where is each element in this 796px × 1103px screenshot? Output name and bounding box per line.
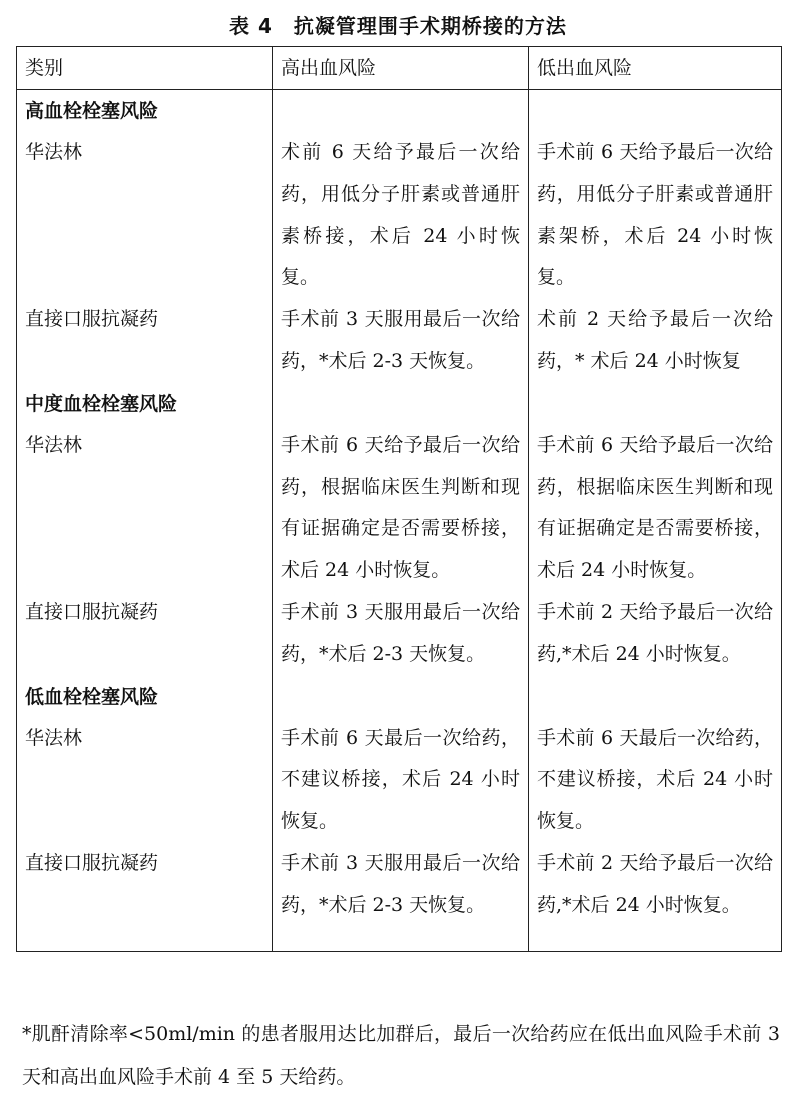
bridging-table xyxy=(16,46,782,952)
drug-name: 直接口服抗凝药 xyxy=(17,592,273,676)
high-risk-cell: 术前 6 天给予最后一次给药，用低分子肝素或普通肝素桥接，术后 24 小时恢复。 xyxy=(273,132,529,299)
footnote: *肌酐清除率<50ml/min 的患者服用达比加群后，最后一次给药应在低出血风险手术前 3 天和高出血风险手术前 4 至 5 天给药。 xyxy=(22,1023,780,1088)
group-label: 中度血栓栓塞风险 xyxy=(17,383,273,425)
group-label: 高血栓栓塞风险 xyxy=(17,90,273,133)
group-label: 低血栓栓塞风险 xyxy=(17,676,273,718)
high-risk-cell: 手术前 6 天给予最后一次给药，根据临床医生判断和现有证据确定是否需要桥接，术后 24 小时恢复。 xyxy=(273,425,529,592)
group-row-moderate-thrombo xyxy=(17,383,782,425)
drug-name: 直接口服抗凝药 xyxy=(17,843,273,952)
table-row xyxy=(17,299,782,383)
low-risk-cell: 手术前 6 天给予最后一次给药，根据临床医生判断和现有证据确定是否需要桥接，术后 24 小时恢复。 xyxy=(529,425,782,592)
low-risk-cell: 手术前 6 天给予最后一次给药，用低分子肝素或普通肝素架桥，术后 24 小时恢复。 xyxy=(529,132,782,299)
header-row xyxy=(17,47,782,90)
table-row xyxy=(17,132,782,299)
high-risk-cell: 手术前 3 天服用最后一次给药，*术后 2-3 天恢复。 xyxy=(273,843,529,952)
high-risk-cell: 手术前 3 天服用最后一次给药，*术后 2-3 天恢复。 xyxy=(273,592,529,676)
group-row-low-thrombo xyxy=(17,676,782,718)
drug-name: 华法林 xyxy=(17,132,273,299)
table-row xyxy=(17,592,782,676)
table-caption: 表 4 抗凝管理围手术期桥接的方法 xyxy=(229,14,567,38)
group-row-high-thrombo xyxy=(17,90,782,133)
header-low-bleeding-risk: 低出血风险 xyxy=(529,47,782,90)
drug-name: 华法林 xyxy=(17,425,273,592)
drug-name: 直接口服抗凝药 xyxy=(17,299,273,383)
high-risk-cell: 手术前 6 天最后一次给药，不建议桥接，术后 24 小时恢复。 xyxy=(273,718,529,843)
table-row xyxy=(17,718,782,843)
header-category: 类别 xyxy=(17,47,273,90)
table-row xyxy=(17,425,782,592)
header-high-bleeding-risk: 高出血风险 xyxy=(273,47,529,90)
drug-name: 华法林 xyxy=(17,718,273,843)
low-risk-cell: 手术前 2 天给予最后一次给药,*术后 24 小时恢复。 xyxy=(529,592,782,676)
low-risk-cell: 手术前 6 天最后一次给药，不建议桥接，术后 24 小时恢复。 xyxy=(529,718,782,843)
high-risk-cell: 手术前 3 天服用最后一次给药，*术后 2-3 天恢复。 xyxy=(273,299,529,383)
table-row xyxy=(17,843,782,952)
low-risk-cell: 手术前 2 天给予最后一次给药,*术后 24 小时恢复。 xyxy=(529,843,782,952)
low-risk-cell: 术前 2 天给予最后一次给药，* 术后 24 小时恢复 xyxy=(529,299,782,383)
